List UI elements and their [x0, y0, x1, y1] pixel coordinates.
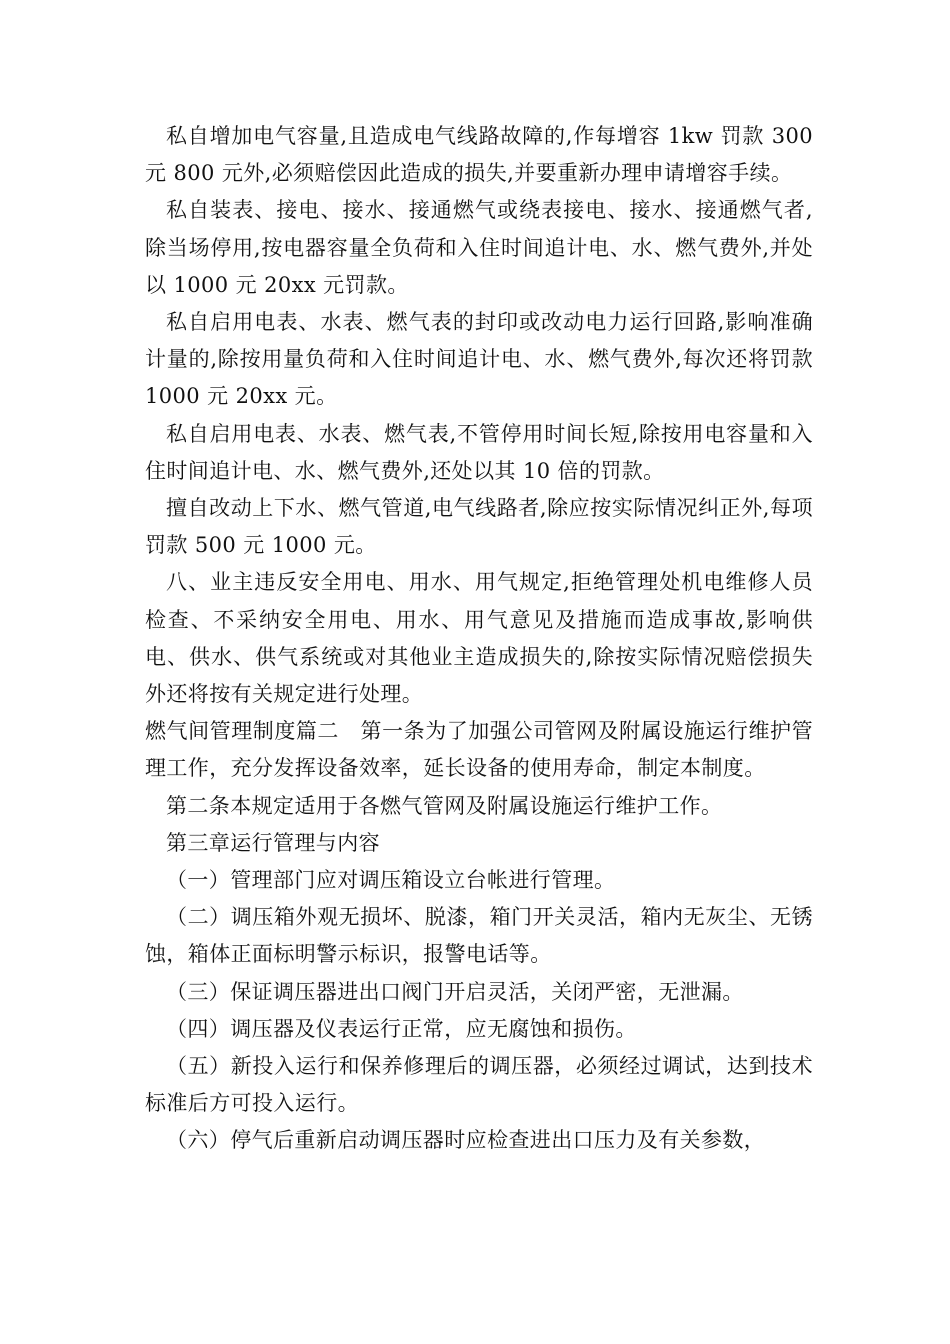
document-page [145, 118, 813, 1160]
paragraph-article-two: 第二条本规定适用于各燃气管网及附属设施运行维护工作。 [166, 793, 723, 818]
paragraph-meter-activation: 私自启用电表、水表、燃气表,不管停用时间长短,除按用电容量和入住时间追计电、水、燃气费外,还处以其 10 倍的罚款。 [145, 421, 813, 483]
list-item-1: （一）管理部门应对调压箱设立台帐进行管理。 [166, 868, 616, 893]
paragraph-illegal-connection: 私自装表、接电、接水、接通燃气或绕表接电、接水、接通燃气者,除当场停用,按电器容量全负荷和入住时间追计电、水、燃气费外,并处以 1000 元 20xx 元罚款。 [145, 198, 813, 297]
list-item-6: （六）停气后重新启动调压器时应检查进出口压力及有关参数， [166, 1128, 766, 1153]
paragraph-capacity-penalty: 私自增加电气容量,且造成电气线路故障的,作每增容 1kw 罚款 300 元 800 元外,必须赔偿因此造成的损失,并要重新办理申请增容手续。 [145, 124, 813, 186]
paragraph-article-one: 燃气间管理制度篇二 第一条为了加强公司管网及附属设施运行维护管理工作，充分发挥设备效率，延长设备的使用寿命，制定本制度。 [145, 719, 813, 781]
list-item-3: （三）保证调压器进出口阀门开启灵活，关闭严密，无泄漏。 [166, 979, 744, 1004]
list-item-5: （五）新投入运行和保养修理后的调压器，必须经过调试，达到技术标准后方可投入运行。 [145, 1054, 813, 1116]
paragraph-pipe-modification: 擅自改动上下水、燃气管道,电气线路者,除应按实际情况纠正外,每项罚款 500 元 1000 元。 [145, 496, 813, 558]
chapter-heading: 第三章运行管理与内容 [166, 830, 380, 855]
paragraph-meter-seal: 私自启用电表、水表、燃气表的封印或改动电力运行回路,影响准确计量的,除按用量负荷和入住时间追计电、水、燃气费外,每次还将罚款 1000 元 20xx 元。 [145, 310, 813, 409]
list-item-4: （四）调压器及仪表运行正常，应无腐蚀和损伤。 [166, 1016, 637, 1041]
paragraph-section-eight: 八、业主违反安全用电、用水、用气规定,拒绝管理处机电维修人员检查、不采纳安全用电、用水、用气意见及措施而造成事故,影响供电、供水、供气系统或对其他业主造成损失的,除按实际情况赔偿损失外还将按有关规定进行处理。 [145, 570, 813, 707]
list-item-2: （二）调压箱外观无损坏、脱漆，箱门开关灵活，箱内无灰尘、无锈蚀，箱体正面标明警示标识，报警电话等。 [145, 905, 813, 967]
